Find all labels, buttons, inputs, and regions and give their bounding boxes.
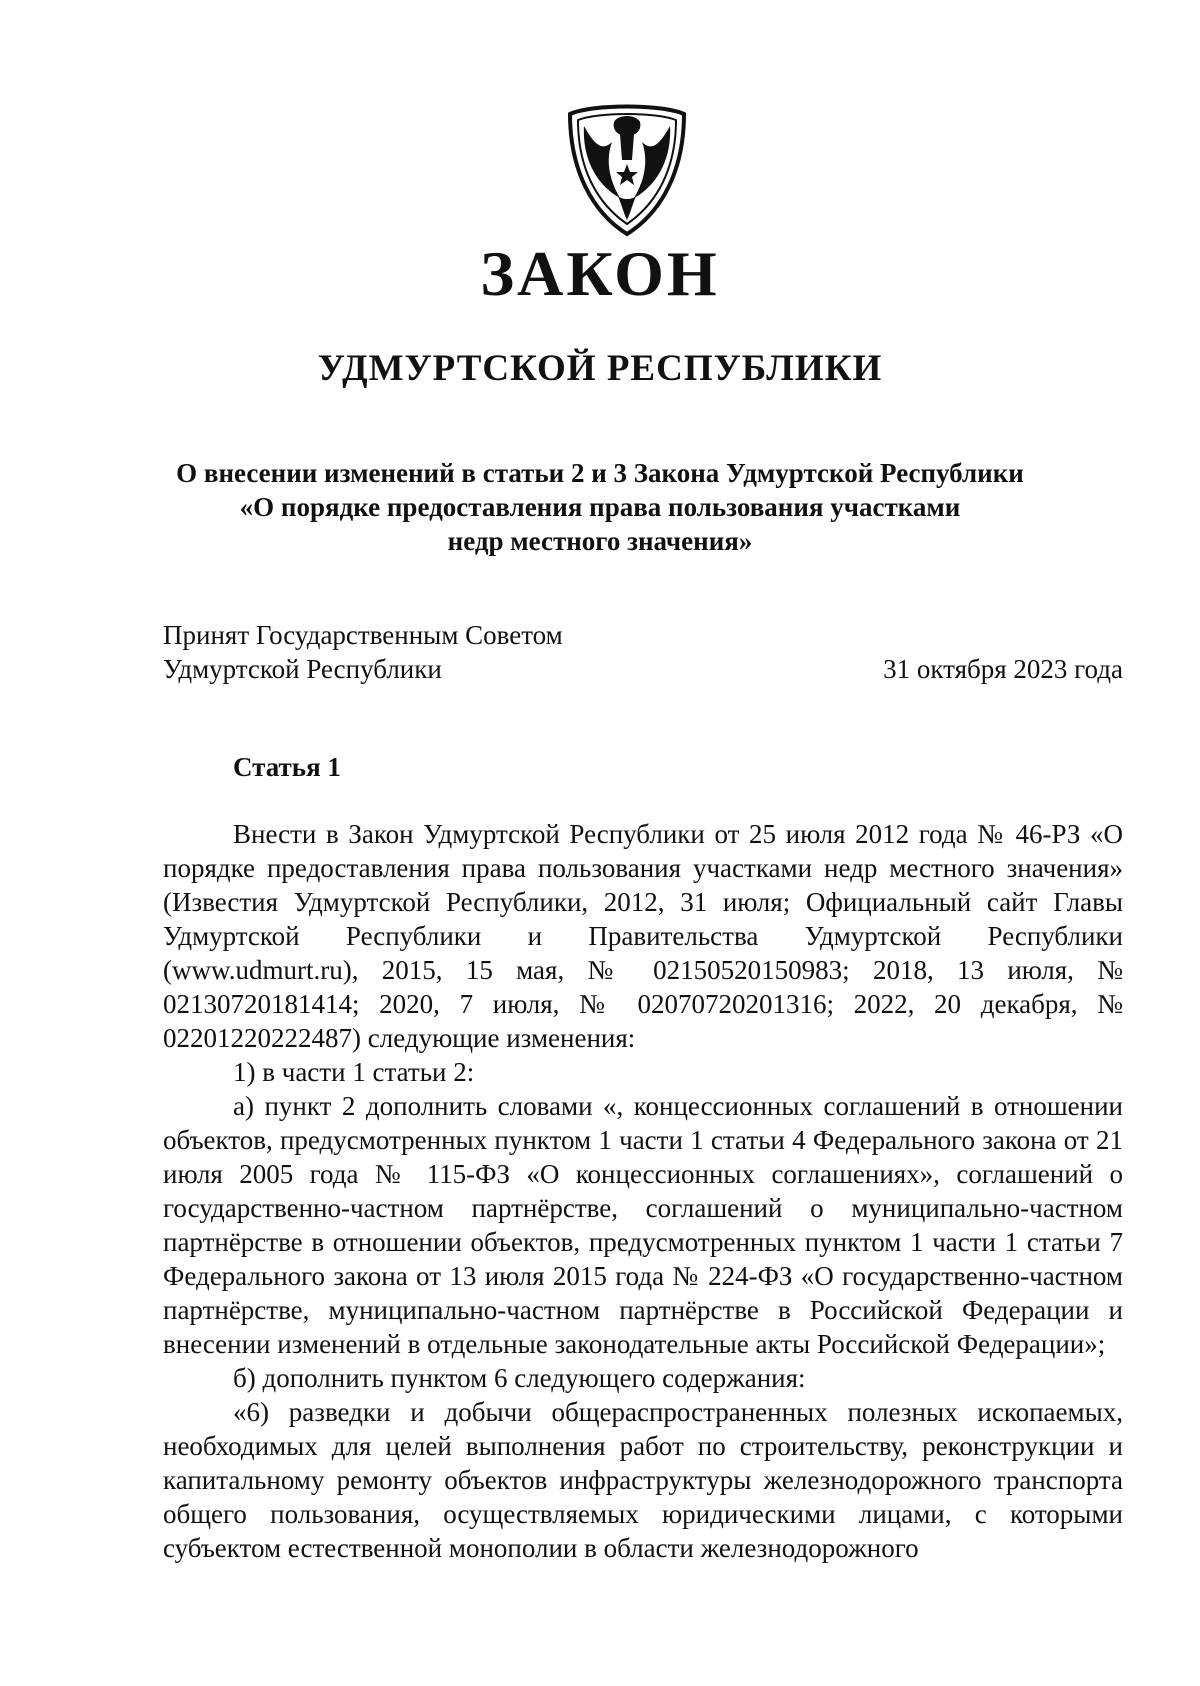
article-heading: Статья 1 [233, 752, 341, 782]
law-title-line: О внесении изменений в статьи 2 и 3 Закона Удмуртской Республики [176, 458, 1024, 488]
law-title-line: «О порядке предоставления права пользования участками [239, 492, 961, 522]
article-paragraph: «6) разведки и добычи общераспространенных полезных ископаемых, необходимых для целей выполнения работ по строительству, реконструкции и капитальному ремонту объектов инфраструктуры железнодорожного транспорта общего пользования, осуществляемых юридическими лицами, с которыми субъектом естественной монополии в области железнодорожного [163, 1397, 1123, 1563]
coat-of-arms-icon [562, 100, 692, 240]
article-paragraph: Внести в Закон Удмуртской Республики от 25 июля 2012 года № 46-РЗ «О порядке предоставления права пользования участками недр местного значения» (Известия Удмуртской Республики, 2012, 31 июля; Официальный сайт Главы Удмуртской Республики и Правительства Удмуртской Республики (www.udmurt.ru), 2015, 15 мая, № 02150520150983; 2018, 13 июля, № 02130720181414; 2020, 7 июля, № 02070720201316; 2022, 20 декабря, № 02201220222487) следующие изменения: [163, 819, 1123, 1053]
adoption-authority-line: Принят Государственным Советом [163, 620, 563, 650]
document-subtitle: УДМУРТСКОЙ РЕСПУБЛИКИ [317, 348, 883, 389]
law-title-line: недр местного значения» [447, 526, 753, 556]
article-paragraph: 1) в части 1 статьи 2: [233, 1057, 475, 1087]
article-body [163, 817, 1123, 1565]
adoption-date: 31 октября 2023 года [883, 654, 1123, 684]
adoption-block [163, 618, 1123, 686]
article-paragraph: а) пункт 2 дополнить словами «, концессионных соглашений в отношении объектов, предусмотренных пунктом 1 части 1 статьи 4 Федерального закона от 21 июля 2005 года № 115-ФЗ «О концессионных соглашениях», соглашений о государственно-частном партнёрстве, соглашений о муниципально-частном партнёрстве в отношении объектов, предусмотренных пунктом 1 части 1 статьи 7 Федерального закона от 13 июля 2015 года № 224-ФЗ «О государственно-частном партнёрстве, муниципально-частном партнёрстве в Российской Федерации и внесении изменений в отдельные законодательные акты Российской Федерации»; [163, 1091, 1123, 1359]
adoption-authority-line: Удмуртской Республики [163, 654, 442, 684]
article-paragraph: б) дополнить пунктом 6 следующего содержания: [233, 1363, 806, 1393]
document-title: ЗАКОН [480, 238, 720, 309]
law-title [0, 456, 1200, 558]
